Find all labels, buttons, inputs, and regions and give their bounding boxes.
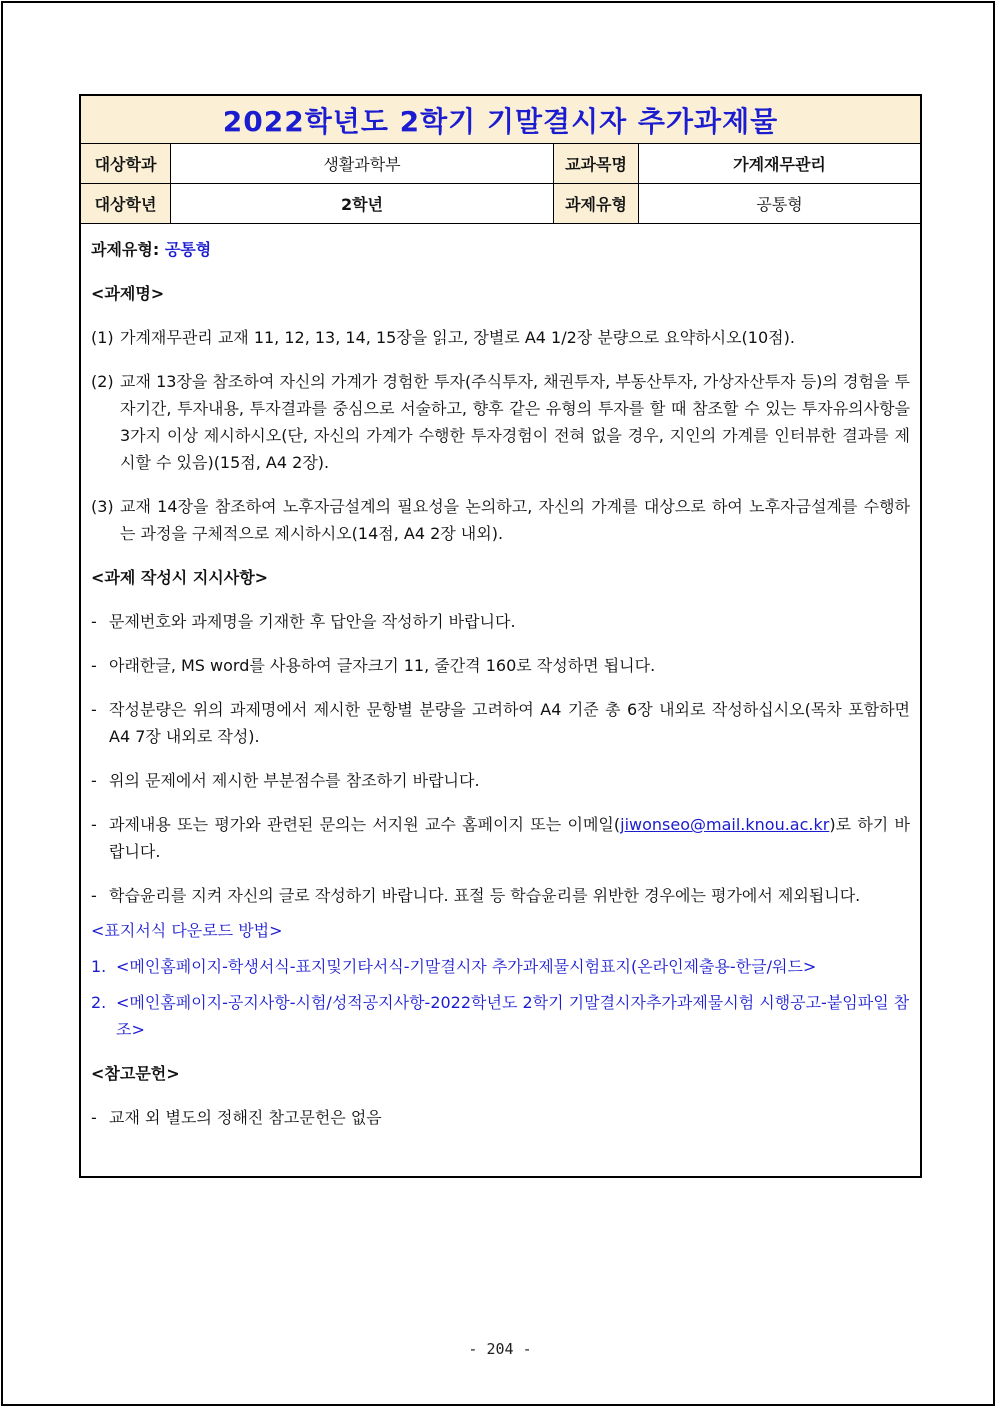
course-label: 교과목명 (554, 144, 639, 183)
bullet-dash: - (91, 886, 97, 905)
contact-text (109, 811, 910, 865)
content (81, 224, 920, 1131)
year-label: 대상학년 (81, 184, 171, 223)
info-row-dept (81, 144, 920, 184)
references-heading: <참고문헌> (91, 1064, 180, 1083)
instruction-item (91, 608, 910, 635)
download-item-2 (91, 989, 910, 1043)
download-number: 1. (91, 957, 107, 976)
instruction-item-ethics (91, 882, 910, 909)
download-heading: <표지서식 다운로드 방법> (91, 921, 283, 940)
assignment-heading: <과제명> (91, 284, 165, 303)
instruction-text: 작성분량은 위의 과제명에서 제시한 문항별 분량을 고려하여 A4 기준 총 6장 내외로 작성하십시오(목차 포함하면 A4 7장 내외로 작성). (109, 700, 910, 746)
question-number: (3) (91, 497, 114, 516)
bullet-dash: - (91, 656, 97, 675)
bullet-dash: - (91, 771, 97, 790)
instruction-item-contact (91, 811, 910, 865)
ethics-text: 학습윤리를 지켜 자신의 글로 작성하기 바랍니다. 표절 등 학습윤리를 위반한 경우에는 평가에서 제외됩니다. (109, 886, 861, 905)
instruction-item (91, 652, 910, 679)
instruction-text: 위의 문제에서 제시한 부분점수를 참조하기 바랍니다. (109, 771, 480, 790)
bullet-dash: - (91, 815, 97, 834)
download-item-1 (91, 953, 910, 980)
contact-post: )로 하기 바랍니다. (109, 815, 910, 861)
info-row-year (81, 184, 920, 224)
type-value: 공통형 (756, 195, 803, 214)
type-line (91, 236, 910, 263)
bullet-dash: - (91, 612, 97, 631)
bullet-dash: - (91, 700, 97, 719)
type-prefix: 과제유형: (91, 240, 160, 259)
download-text: <메인홈페이지-공지사항-시험/성적공지사항-2022학년도 2학기 기말결시자추가과제물시험 시행공고-붙임파일 참조> (116, 993, 910, 1039)
question-text: 교재 13장을 참조하여 자신의 가계가 경험한 투자(주식투자, 채권투자, 부동산투자, 가상자산투자 등)의 경험을 투자기간, 투자내용, 투자결과를 중심으로 서술하고, 향후 같은 유형의 투자를 할 때 참조할 수 있는 투자유의사항을 3가지 이상 제시하시오(단, 자신의 가계가 수행한 투자경험이 전혀 없을 경우, 지인의 가계를 인터뷰한 결과를 제시할 수 있음)(15점, A4 2장). (120, 372, 910, 472)
type-label: 과제유형 (554, 184, 639, 223)
contact-pre: 과제내용 또는 평가와 관련된 문의는 서지원 교수 홈페이지 또는 이메일( (109, 815, 621, 834)
question-number: (2) (91, 372, 114, 391)
instruction-text: 문제번호와 과제명을 기재한 후 답안을 작성하기 바랍니다. (109, 612, 516, 631)
question-text: 가계재무관리 교재 11, 12, 13, 14, 15장을 읽고, 장별로 A4 1/2장 분량으로 요약하시오(10점). (120, 328, 795, 347)
instructions-heading: <과제 작성시 지시사항> (91, 568, 269, 587)
page-number: - 204 - (468, 1340, 532, 1358)
dept-value: 생활과학부 (171, 144, 554, 183)
email-link[interactable]: jiwonseo@mail.knou.ac.kr (620, 815, 830, 834)
question-3 (91, 493, 910, 547)
course-value: 가계재무관리 (733, 155, 826, 174)
bullet-dash: - (91, 1108, 97, 1127)
instruction-text: 아래한글, MS word를 사용하여 글자크기 11, 줄간격 160로 작성하면 됩니다. (109, 656, 656, 675)
download-text: <메인홈페이지-학생서식-표지및기타서식-기말결시자 추가과제물시험표지(온라인제출용-한글/워드> (116, 957, 817, 976)
question-text: 교재 14장을 참조하여 노후자금설계의 필요성을 논의하고, 자신의 가계를 대상으로 하여 노후자금설계를 수행하는 과정을 구체적으로 제시하시오(14점, A4 2장 내외). (120, 497, 910, 543)
question-2 (91, 368, 910, 476)
reference-text: 교재 외 별도의 정해진 참고문헌은 없음 (109, 1108, 382, 1127)
question-1 (91, 324, 910, 351)
download-number: 2. (91, 993, 107, 1012)
page-title: 2022학년도 2학기 기말결시자 추가과제물 (81, 96, 920, 144)
dept-label: 대상학과 (81, 144, 171, 183)
question-number: (1) (91, 328, 114, 347)
assignment-box (79, 94, 922, 1178)
instruction-item (91, 696, 910, 750)
year-value: 2학년 (171, 184, 554, 223)
type-highlight: 공통형 (164, 240, 212, 259)
instruction-item (91, 767, 910, 794)
reference-item (91, 1104, 910, 1131)
